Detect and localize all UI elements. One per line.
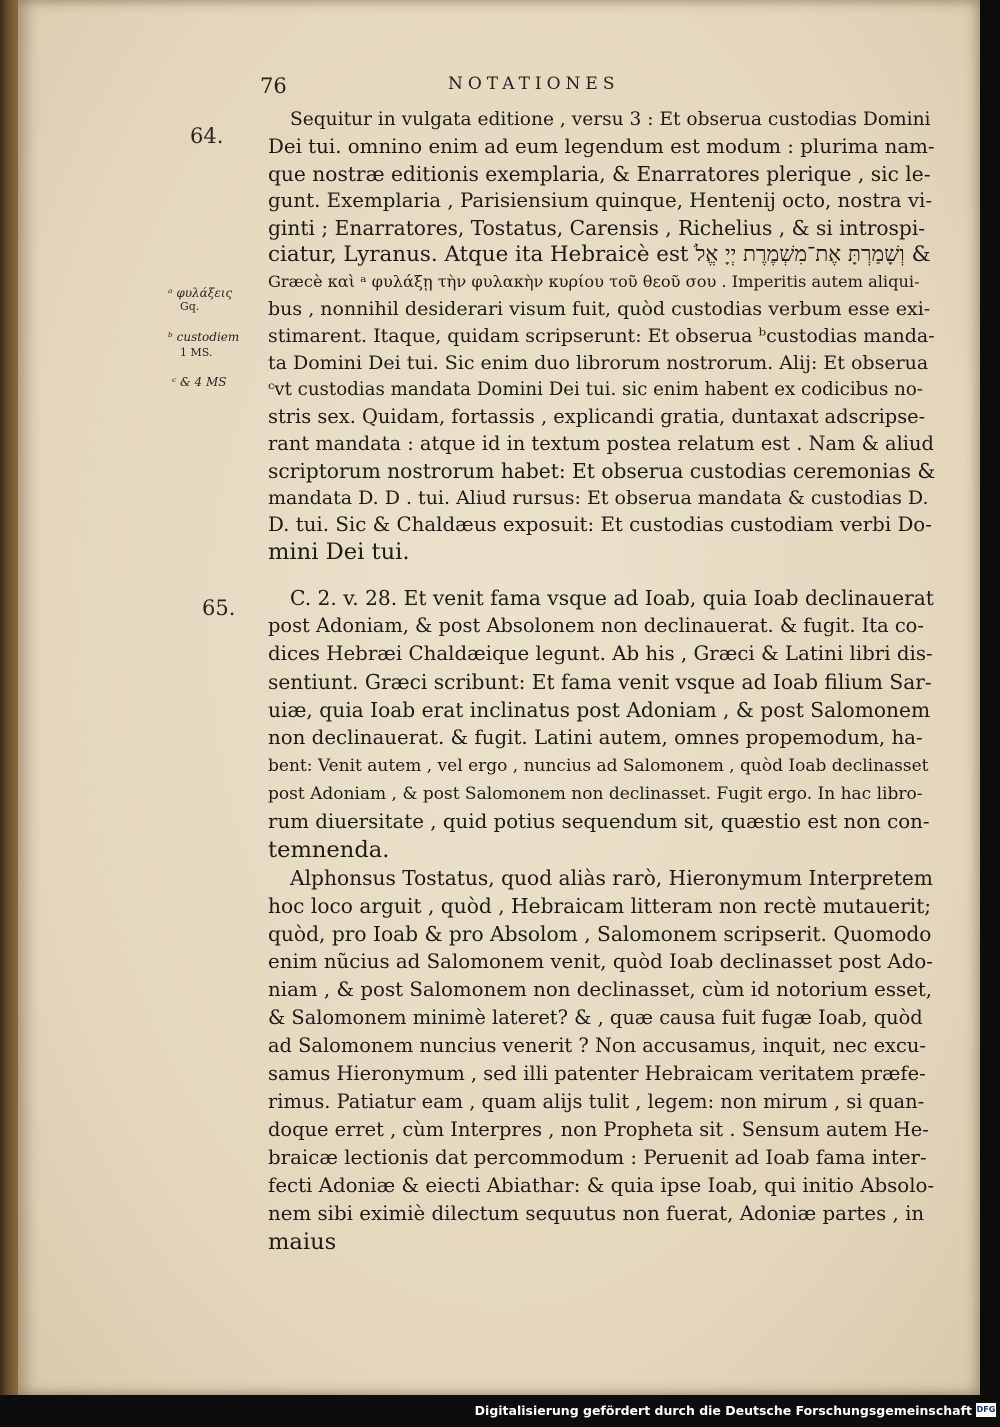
text-line: ᶜvt custodias mandata Domini Dei tui. sic enim habent ex codicibus no-	[268, 379, 923, 400]
footer-bar	[0, 1395, 1000, 1427]
text-line: uiæ, quia Ioab erat inclinatus post Adoniam , & post Salomonem	[268, 698, 931, 722]
text-line: bus , nonnihil desiderari visum fuit, quòd custodias verbum esse exi-	[268, 298, 931, 320]
running-head: NOTATIONES	[448, 74, 620, 94]
text-line: sentiunt. Græci scribunt: Et fama venit vsque ad Ioab filium Sar-	[268, 670, 932, 694]
margin-note-custodiem: ᵇ custodiem	[168, 330, 240, 344]
section-number-64: 64.	[190, 124, 224, 148]
text-line: mandata D. D . tui. Aliud rursus: Et obserua mandata & custodias D.	[268, 487, 929, 509]
footer-credit: Digitalisierung gefördert durch die Deutsche Forschungsgemeinschaft	[474, 1403, 972, 1418]
text-line: braicæ lectionis dat percommodum : Peruenit ad Ioab fama inter-	[268, 1146, 927, 1169]
text-line: bent: Venit autem , vel ergo , nuncius ad Salomonem , quòd Ioab declinasset	[268, 756, 929, 776]
text-line: D. tui. Sic & Chaldæus exposuit: Et custodias custodiam verbi Do-	[268, 513, 932, 536]
text-line: rant mandata : atque id in textum postea relatum est . Nam & aliud	[268, 432, 934, 455]
text-line: fecti Adoniæ & eiecti Abiathar: & quia ipse Ioab, qui initio Absolo-	[268, 1174, 935, 1197]
text-line: enim nũcius ad Salomonem venit, quòd Ioab declinasset post Ado-	[268, 950, 933, 973]
text-line: scriptorum nostrorum habet: Et obserua custodias ceremonias &	[268, 459, 936, 483]
margin-note-4ms: ᶜ & 4 MS	[172, 375, 227, 389]
text-line: doque erret , cùm Interpres , non Propheta sit . Sensum autem He-	[268, 1118, 929, 1141]
text-line: maius	[268, 1229, 337, 1255]
text-line: samus Hieronymum , sed illi patenter Hebraicam veritatem præfe-	[268, 1062, 926, 1085]
margin-note-1ms: 1 MS.	[180, 346, 213, 359]
margin-note-gq: Gq.	[180, 300, 200, 313]
text-line: post Adoniam , & post Salomonem non declinasset. Fugit ergo. In hac libro-	[268, 784, 923, 804]
text-line: non declinauerat. & fugit. Latini autem, omnes propemodum, ha-	[268, 726, 923, 749]
text-line: rum diuersitate , quid potius sequendum sit, quæstio est non con-	[268, 810, 930, 833]
text-line: C. 2. v. 28. Et venit fama vsque ad Ioab, quia Ioab declinauerat	[290, 586, 934, 610]
text-line: dices Hebræi Chaldæique legunt. Ab his , Græci & Latini libri dis-	[268, 642, 933, 665]
page-edge	[980, 0, 1000, 1395]
text-line: hoc loco arguit , quòd , Hebraicam litteram non rectè mutauerit;	[268, 894, 932, 918]
text-line: niam , & post Salomonem non declinasset, cùm id notorium esset,	[268, 978, 933, 1001]
text-line: nem sibi eximiè dilectum sequutus non fuerat, Adoniæ partes , in	[268, 1202, 925, 1225]
text-line: stris sex. Quidam, fortassis , explicandi gratia, duntaxat adscripse-	[268, 405, 926, 428]
margin-note-phylaxeis: ᵃ φυλάξεις	[168, 286, 233, 300]
section-number-65: 65.	[202, 596, 236, 620]
text-line: mini Dei tui.	[268, 539, 410, 565]
dfg-logo-icon: DFG	[976, 1403, 996, 1417]
text-line: gunt. Exemplaria , Parisiensium quinque, Hentenij octo, nostra vi-	[268, 189, 933, 212]
text-line: Sequitur in vulgata editione , versu 3 : Et obserua custodias Domini	[290, 109, 931, 130]
text-line: & Salomonem minimè lateret? & , quæ causa fuit fugæ Ioab, quòd	[268, 1006, 923, 1029]
text-line: ad Salomonem nuncius venerit ? Non accusamus, inquit, nec excu-	[268, 1034, 926, 1057]
text-line: Græcè καὶ ᵃ φυλάξῃ τὴν φυλακὴν κυρίου τοῦ θεοῦ σου . Imperitis autem aliqui-	[268, 272, 920, 291]
text-line: stimarent. Itaque, quidam scripserunt: Et obserua ᵇcustodias manda-	[268, 325, 935, 347]
text-line: Alphonsus Tostatus, quod aliàs rarò, Hieronymum Interpretem	[290, 866, 933, 890]
text-line: rimus. Patiatur eam , quam alijs tulit , legem: non mirum , si quan-	[268, 1090, 925, 1113]
text-line: post Adoniam, & post Absolonem non declinauerat. & fugit. Ita co-	[268, 614, 924, 637]
text-line: ciatur, Lyranus. Atque ita Hebraicè est וְשָׁמַרְתָּ אֶת־מִשְׁמֶרֶת יְיָ אֱלֹ &	[268, 242, 931, 267]
text-line: ginti ; Enarratores, Tostatus, Carensis , Richelius , & si introspi-	[268, 216, 926, 240]
text-line: temnenda.	[268, 837, 390, 863]
text-line: quòd, pro Ioab & pro Absolom , Salomonem scripserit. Quomodo	[268, 922, 932, 946]
page-number: 76	[260, 74, 287, 98]
text-line: ta Domini Dei tui. Sic enim duo librorum nostrorum. Alij: Et obserua	[268, 352, 929, 374]
text-line: Dei tui. omnino enim ad eum legendum est modum : plurima nam-	[268, 135, 935, 158]
book-binding	[0, 0, 18, 1427]
text-line: que nostræ editionis exemplaria, & Enarratores plerique , sic le-	[268, 162, 931, 186]
